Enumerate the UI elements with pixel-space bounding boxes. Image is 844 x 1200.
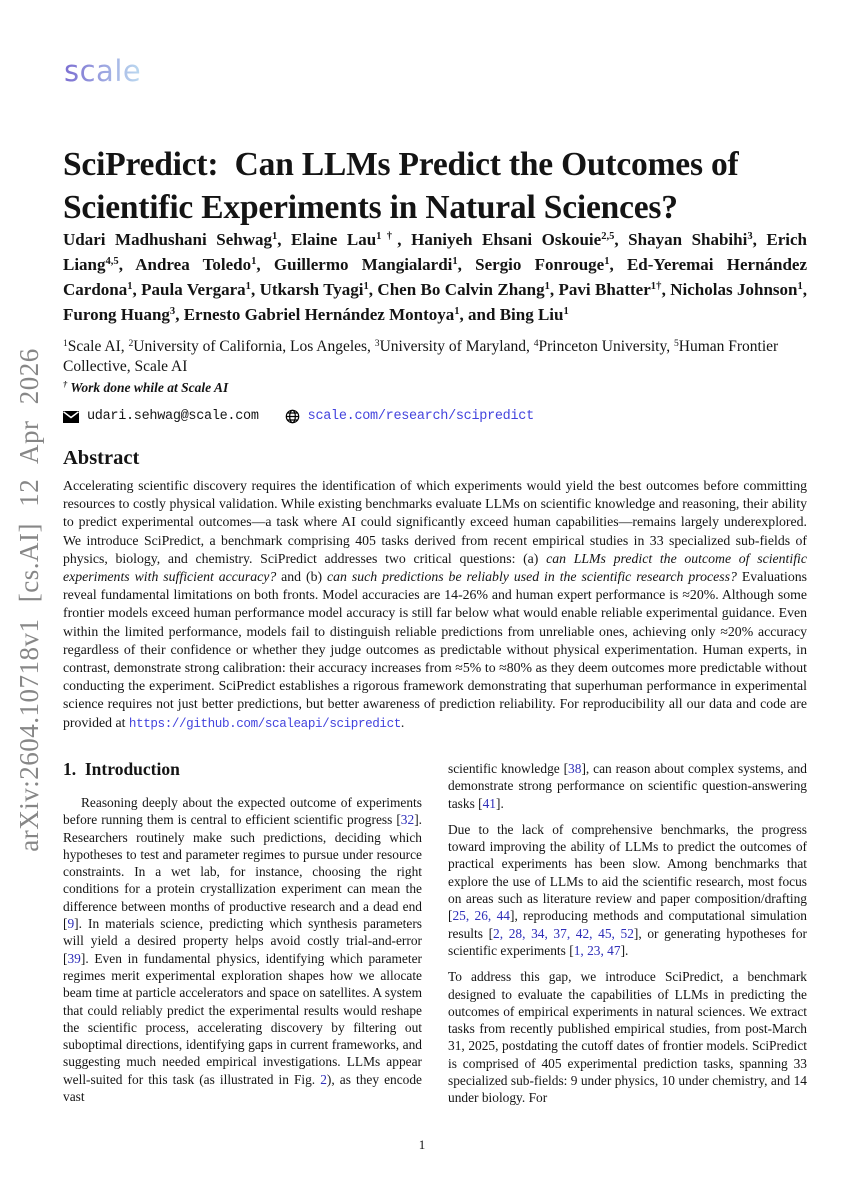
- affiliation-sup: 2: [128, 337, 134, 349]
- text-run: ].: [620, 942, 629, 958]
- author-name: Guillermo Mangialardi: [273, 255, 453, 274]
- paper-title: [63, 143, 807, 229]
- abstract-text: [63, 477, 807, 733]
- right-column: [448, 757, 807, 1116]
- text-run: ], or generating hypotheses for scientific experiments [: [448, 925, 807, 958]
- author-name: Erich Liang: [63, 230, 807, 274]
- text-run: .: [400, 714, 405, 730]
- section-heading-introduction: 1. Introduction: [63, 759, 180, 779]
- author-name: Shayan Shabihi: [628, 230, 748, 249]
- envelope-icon: [63, 411, 79, 423]
- citation-link[interactable]: 39: [67, 950, 81, 966]
- two-column-body: [63, 757, 807, 1116]
- author-affiliation-sup: 2,5: [601, 231, 615, 243]
- text-run: ].: [495, 795, 504, 811]
- text-run: scientific knowledge [: [448, 761, 569, 776]
- text-run: ), as they encode vast: [63, 1071, 422, 1105]
- author-list: Udari Madhushani Sehwag$^1$, Elaine Lau$^{1\dagger}$, Haniyeh Ehsani Oskouie$^{2,5}$, Shayan Shabihi$^3$, Erich Liang$^{4,5}$, Andrea Toledo$^1$, Guillermo Mangialardi$^1$, Sergio Fonrouge$^1$, Ed-Yeremai Hernández Cardona$^1$, Paula Vergara$^1$, Utkarsh Tyagi$^1$, Chen Bo Calvin Zhang$^1$, Pavi Bhatter$^{1\dagger}$, Nicholas Johnson$^1$, Furong Huang$^3$, Ernesto Gabriel Hernández Montoya$^1$, and Bing Liu$^1$: [63, 230, 808, 324]
- intro-paragraph: [448, 760, 807, 812]
- affiliation-name: Princeton University,: [538, 338, 674, 355]
- author-affiliation-sup: 4,5: [105, 256, 119, 268]
- text-run: can LLMs predict the outcome of scientific experiments with sufficient accuracy?: [63, 550, 808, 585]
- left-column: [63, 757, 422, 1116]
- citation-link[interactable]: 25, 26, 44: [452, 908, 510, 924]
- author-affiliation-sup: 1†: [376, 231, 398, 243]
- text-run: ]. In materials science, predicting which synthesis parameters will yield a desired property helps avoid costly trial-and-error [: [63, 916, 422, 966]
- inline-url-link[interactable]: https://github.com/scaleapi/scipredict: [128, 716, 401, 731]
- affiliation-name: Scale AI,: [67, 338, 129, 355]
- globe-icon: [285, 409, 300, 424]
- contact-row: [63, 409, 807, 424]
- project-url-link[interactable]: scale.com/research/scipredict: [307, 409, 534, 424]
- author-name: Ernesto Gabriel Hernández Montoya: [183, 305, 455, 324]
- citation-link[interactable]: 32: [400, 812, 415, 828]
- citation-link[interactable]: 2: [320, 1071, 327, 1087]
- citation-link[interactable]: 41: [482, 795, 496, 811]
- text-run: Accelerating scientific discovery requires the identification of which experiments would yield the best outcomes before committing resources to costly physical validation. While existing benchmarks evaluate LLMs on scientific knowledge and reasoning, their ability to predict experimental outcomes—a task where AI could significantly exceed human capabilities—remains largely underexplored. We introduce SciPredict, a benchmark comprising 405 tasks derived from recent empirical studies in 33 specialized sub-fields of physics, biology, and chemistry. SciPredict addresses two critical questions: (a): [63, 478, 807, 566]
- affiliation-name: University of California, Los Angeles,: [133, 338, 375, 355]
- author-affiliation-sup: 1: [454, 306, 460, 318]
- text-run: ]. Even in fundamental physics, identifying which parameter regimes merit experimental exploration shapes how we allocate beam time at particle accelerators and space on satellites. A system that could reliably predict the experimental results would reshape the scientific process, accelerating discovery by filtering out suboptimal directions, identifying gaps in current frameworks, and suggesting much needed empirical investigations. LLMs appear well-suited for this task (as illustrated in Fig.: [63, 950, 422, 1087]
- author-affiliation-sup: 3: [747, 231, 753, 243]
- author-affiliation-sup: 1: [797, 281, 803, 293]
- author-affiliation-sup: 1: [452, 256, 458, 268]
- author-affiliation-sup: 1: [251, 256, 257, 268]
- author-name: Haniyeh Ehsani Oskouie: [411, 230, 602, 249]
- affiliation-name: Human Frontier Collective, Scale AI: [63, 338, 779, 375]
- scale-logo: scale: [64, 54, 142, 88]
- affiliation-sup: 5: [673, 337, 679, 349]
- affiliation-sup: 1: [63, 337, 68, 349]
- author-affiliation-sup: 1: [363, 281, 369, 293]
- author-name: Nicholas Johnson: [670, 280, 798, 299]
- author-affiliation-sup: 1†: [650, 281, 662, 293]
- author-name: Pavi Bhatter: [558, 280, 651, 299]
- author-affiliation-sup: 1: [127, 281, 133, 293]
- text-run: Reasoning deeply about the expected outcome of experiments before running them is central to efficient scientific progress [: [63, 795, 422, 828]
- affiliation-sup: 4: [533, 337, 539, 349]
- affiliation-sup: 3: [374, 337, 380, 349]
- arxiv-banner: arXiv:2604.10718v1 [cs.AI] 12 Apr 2026: [14, 348, 44, 852]
- citation-link[interactable]: 9: [67, 916, 75, 932]
- author-affiliation-sup: 1: [245, 281, 251, 293]
- author-name: Ed-Yeremai Hernández Cardona: [63, 255, 808, 299]
- text-run: and (b): [276, 569, 328, 585]
- author-name: Andrea Toledo: [135, 255, 252, 274]
- citation-link[interactable]: 2, 28, 34, 37, 42, 45, 52: [493, 925, 634, 941]
- abstract-heading: Abstract: [63, 447, 140, 469]
- text-run: Evaluations reveal fundamental limitations on both fronts. Model accuracies are 14-26% and human expert performance is ≈20%. Although some frontier models exceed human performance model accuracy is still far below what would enable reliable experimental guidance. Even within the limited performance, models fail to distinguish reliable predictions from unreliable ones, achieving only ≈20% accuracy regardless of their confidence or whether they judge outcomes as predictable without physical experimentation. Human experts, in contrast, demonstrate strong calibration: their accuracy increases from ≈5% to ≈80% as they deem outcomes more predictable without conducting the experiment. SciPredict establishes a rigorous framework demonstrating that superhuman performance in experimental science requires not just better predictions, but better awareness of prediction reliability. For reproducibility all our data and code are provided at: [63, 569, 807, 730]
- text-run: ]. Researchers routinely make such predictions, deciding which hypotheses to test and parameter regimes to pursue under resource constraints. In a wet lab, for instance, choosing the right conditions for a protein crystallization experiment can mean the difference between months of productive research and a dead end [: [63, 812, 422, 932]
- intro-paragraph: [448, 821, 807, 959]
- author-name: Chen Bo Calvin Zhang: [377, 280, 545, 299]
- footnote-dagger: [63, 380, 807, 396]
- author-affiliation-sup: 1: [271, 231, 278, 243]
- text-run: To address this gap, we introduce SciPredict, a benchmark designed to evaluate the capabilities of LLMs in predicting the outcomes of empirical experiments in natural sciences. We extract tasks from recently published empirical studies, from post-March 31, 2025, postdating the cutoff dates of frontier models. SciPredict is comprised of 405 experimental prediction tasks, spanning 33 specialized sub-fields: 9 under physics, 10 under chemistry, and 14 under biology. For: [448, 969, 807, 1106]
- author-affiliation-sup: 1: [604, 256, 610, 268]
- title-line-1: SciPredict: Can LLMs Predict the Outcomes of: [63, 146, 739, 184]
- author-name: Sergio Fonrouge: [475, 255, 605, 274]
- author-name: Bing Liu: [499, 305, 564, 324]
- author-affiliation-sup: 3: [169, 306, 176, 318]
- text-run: Due to the lack of comprehensive benchmarks, the progress toward improving the ability of LLMs to predict the outcomes of practical experiments has been slow. Among benchmarks that explore the use of LLMs to aid the scientific research, most focus on areas such as literature review and paper composition/drafting [: [448, 821, 807, 924]
- contact-email[interactable]: udari.sehwag@scale.com: [87, 409, 259, 424]
- page-number: 1: [418, 1137, 426, 1152]
- title-line-2: Scientific Experiments in Natural Sciences?: [63, 189, 678, 227]
- author-name: Udari Madhushani Sehwag: [63, 230, 272, 249]
- text-run: can such predictions be reliably used in the scientific research process?: [327, 569, 737, 585]
- dagger-symbol: †: [63, 380, 68, 390]
- author-name: Paula Vergara: [141, 280, 246, 299]
- author-affiliation-sup: 1: [544, 281, 550, 293]
- author-affiliation-sup: 1: [563, 306, 569, 318]
- intro-paragraph: [63, 794, 422, 1105]
- author-name: Utkarsh Tyagi: [259, 280, 364, 299]
- citation-link[interactable]: 1, 23, 47: [573, 942, 621, 958]
- author-name: Furong Huang: [63, 305, 170, 324]
- footnote-text: Work done while at Scale AI: [67, 380, 229, 395]
- author-name: Elaine Lau: [291, 230, 377, 249]
- affiliation-name: University of Maryland,: [379, 338, 534, 355]
- affiliations: [63, 337, 807, 376]
- text-run: ], reproducing methods and computational simulation results [: [448, 908, 807, 941]
- intro-paragraph: [448, 968, 807, 1106]
- text-run: ], can reason about complex systems, and demonstrate strong performance on scientific question-answering tasks [: [448, 761, 807, 811]
- citation-link[interactable]: 38: [568, 761, 582, 776]
